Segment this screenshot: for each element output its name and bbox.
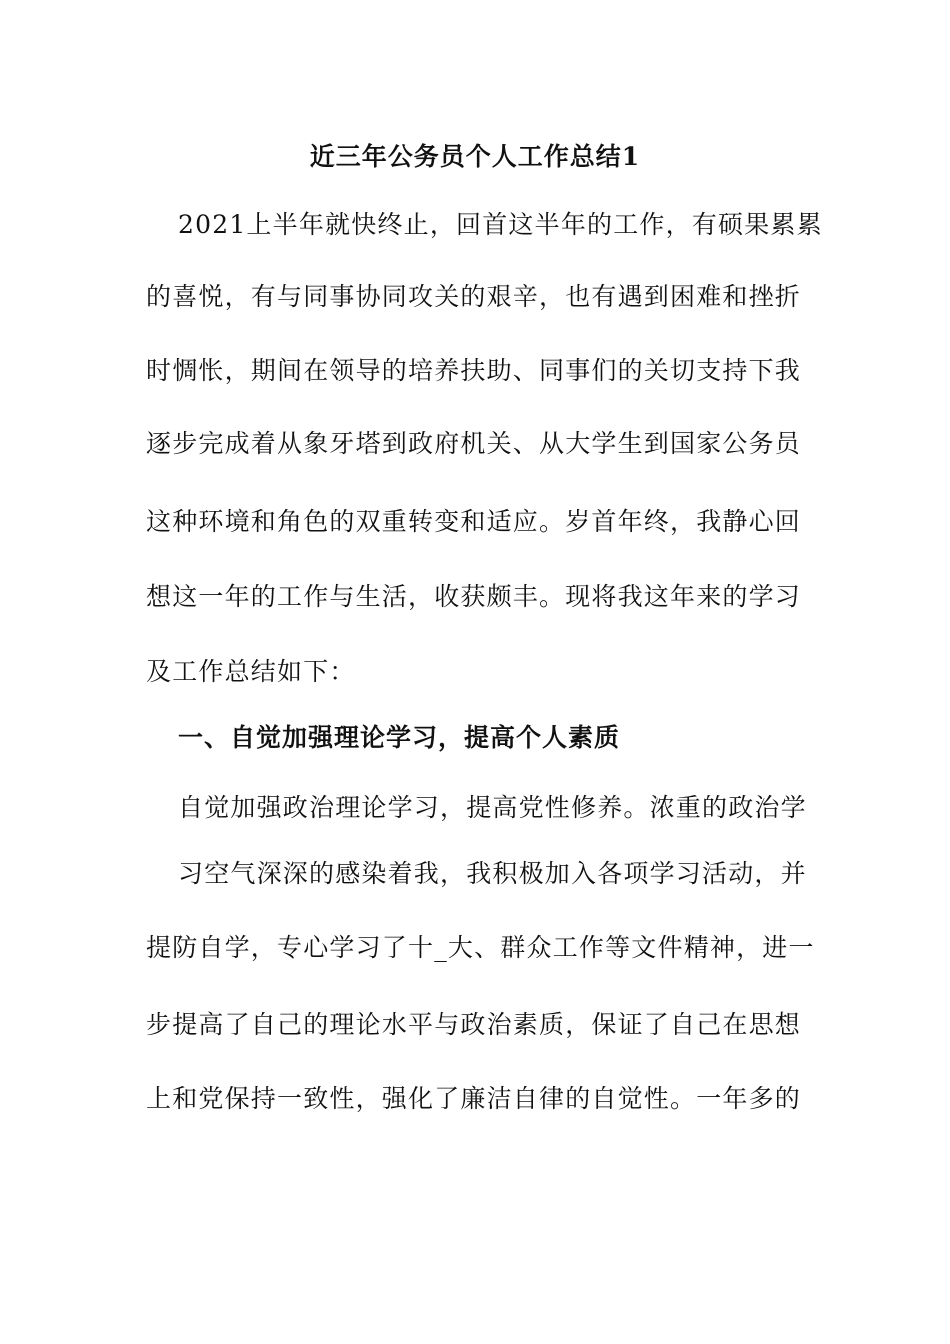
paragraph-line: 想这一年的工作与生活，收获颇丰。现将我这年来的学习 [146, 582, 802, 611]
paragraph-line: 提防自学，专心学习了十_大、群众工作等文件精神，进一 [146, 933, 815, 962]
paragraph-line: 自觉加强政治理论学习，提高党性修养。浓重的政治学 [178, 793, 807, 822]
paragraph-line: 上和党保持一致性，强化了廉洁自律的自觉性。一年多的 [146, 1084, 802, 1113]
section-heading: 一、自觉加强理论学习，提高个人素质 [178, 723, 621, 752]
paragraph-line: 时惆怅，期间在领导的培养扶助、同事们的关切支持下我 [146, 356, 802, 385]
paragraph-line: 这种环境和角色的双重转变和适应。岁首年终，我静心回 [146, 507, 802, 536]
paragraph-line: 及工作总结如下： [146, 657, 356, 686]
paragraph-line: 的喜悦，有与同事协同攻关的艰辛，也有遇到困难和挫折 [146, 282, 802, 311]
paragraph-line: 习空气深深的感染着我，我积极加入各项学习活动，并 [178, 859, 807, 888]
document-title: 近三年公务员个人工作总结1 [309, 142, 641, 171]
paragraph-line: 逐步完成着从象牙塔到政府机关、从大学生到国家公务员 [146, 429, 802, 458]
paragraph-line: 2021上半年就快终止，回首这半年的工作，有硕果累累 [178, 210, 823, 239]
paragraph-line: 步提高了自己的理论水平与政治素质，保证了自己在思想 [146, 1010, 802, 1039]
